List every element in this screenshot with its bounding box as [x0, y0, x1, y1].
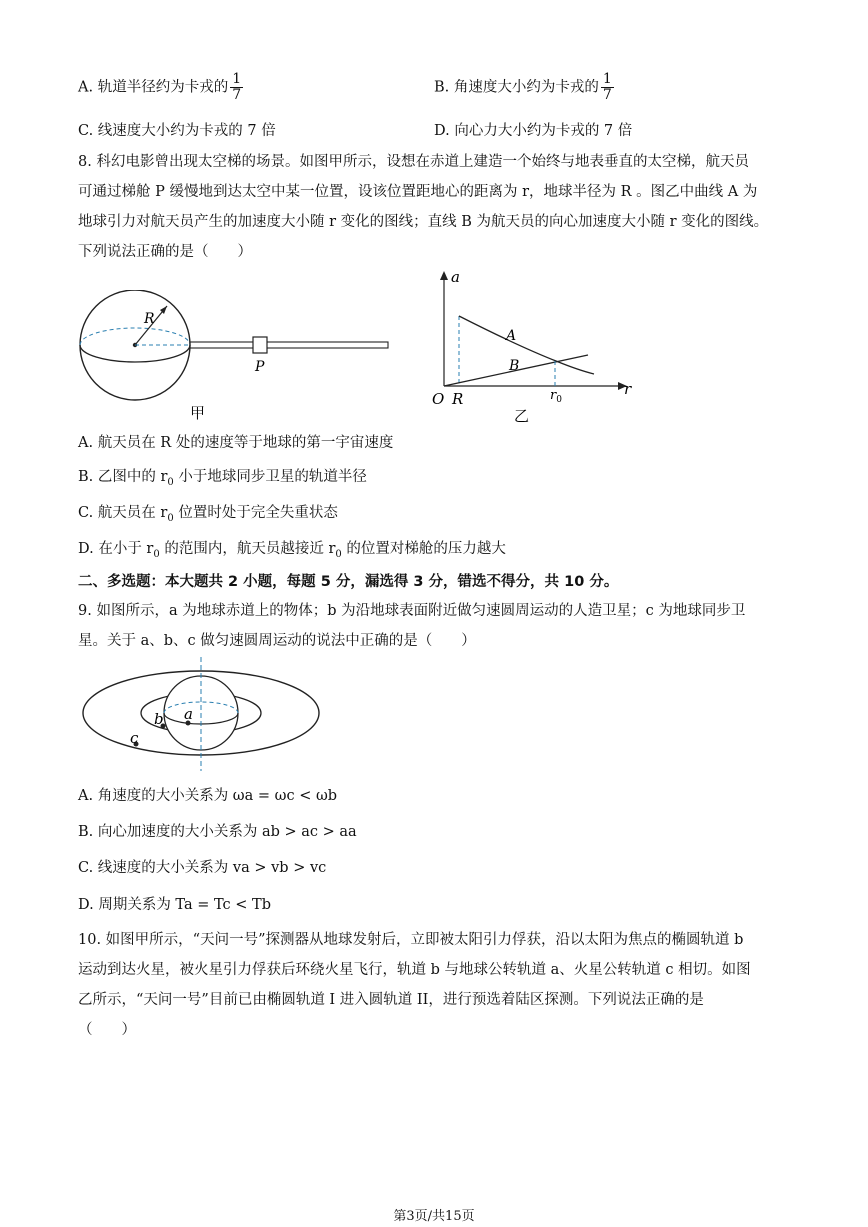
q8-figure-jia — [72, 290, 402, 430]
equator-back-dashed — [80, 328, 190, 345]
q8-option-a: A. 航天员在 R 处的速度等于地球的第一宇宙速度 — [78, 435, 394, 451]
label-r0-base: r — [550, 388, 557, 403]
q8-option-d-sub2: 0 — [335, 548, 342, 560]
label-a: a — [184, 705, 193, 723]
label-curve-a: A — [506, 328, 517, 344]
q10-stem-line1: 10. 如图甲所示，“天问一号”探测器从地球发射后，立即被太阳引力俘获，沿以太阳为焦点的椭圆轨道 b — [78, 932, 744, 948]
q8-option-d-post: 的位置对梯舱的压力越大 — [341, 541, 506, 557]
label-a-axis: a — [451, 268, 460, 286]
q8-option-c-pre: C. 航天员在 r — [78, 505, 168, 521]
q8-option-d-pre: D. 在小于 r — [78, 541, 154, 557]
q8-option-b — [78, 467, 367, 493]
q10-stem-line4: （ ） — [78, 1022, 136, 1038]
q8-option-b-post: 小于地球同步卫星的轨道半径 — [173, 469, 367, 485]
caption-yi: 乙 — [514, 407, 530, 425]
q8-figure-yi — [428, 268, 648, 426]
fraction-denominator: 7 — [232, 87, 242, 103]
q8-option-b-pre: B. 乙图中的 r — [78, 469, 168, 485]
q8-option-d-mid: 的范围内，航天员越接近 r — [159, 541, 336, 557]
label-r0-sub: 0 — [556, 395, 562, 405]
q9-figure-orbits — [74, 655, 334, 773]
q7-option-a — [78, 72, 243, 103]
label-line-b: B — [509, 358, 520, 374]
label-r0 — [550, 388, 562, 405]
q7-option-a-fraction — [230, 72, 243, 103]
fraction-denominator: 7 — [602, 87, 612, 103]
q8-option-c-post: 位置时处于完全失重状态 — [173, 505, 338, 521]
q8-stem-line3: 地球引力对航天员产生的加速度大小随 r 变化的图线；直线 B 为航天员的向心加速度大小随 r 变化的图线。 — [78, 214, 769, 230]
caption-jia: 甲 — [190, 404, 206, 422]
space-elevator-cable — [190, 342, 388, 348]
q8-option-b-sub: 0 — [167, 476, 174, 488]
q8-stem-line4: 下列说法正确的是（ ） — [78, 244, 252, 260]
q8-option-d-sub: 0 — [153, 548, 160, 560]
curve-a — [459, 316, 594, 374]
q8-stem-line2: 可通过梯舱 P 缓慢地到达太空中某一位置，设该位置距地心的距离为 r，地球半径为 R 。图乙中曲线 A 为 — [78, 184, 758, 200]
q9-option-c: C. 线速度的大小关系为 va > vb > vc — [78, 860, 327, 876]
q10-stem-line3: 乙所示，“天问一号”目前已由椭圆轨道 I 进入圆轨道 II，进行预选着陆区探测。下列说法正确的是 — [78, 992, 704, 1008]
label-p: P — [255, 359, 265, 375]
q9-option-d: D. 周期关系为 Ta = Tc < Tb — [78, 897, 271, 913]
page-footer: 第3页/共15页 — [393, 1209, 475, 1224]
q7-option-b-fraction — [601, 72, 614, 103]
label-b: b — [154, 710, 164, 728]
q8-stem-line1: 8. 科幻电影曾出现太空梯的场景。如图甲所示，设想在赤道上建造一个始终与地表垂直的太空梯，航天员 — [78, 154, 749, 170]
label-c: c — [130, 729, 139, 747]
q10-stem-line2: 运动到达火星，被火星引力俘获后环绕火星飞行，轨道 b 与地球公转轨道 a、火星公转轨道 c 相切。如图 — [78, 962, 751, 978]
q7-option-c: C. 线速度大小约为卡戎的 7 倍 — [78, 123, 276, 139]
q9-option-a: A. 角速度的大小关系为 ωa = ωc < ωb — [78, 788, 338, 804]
label-origin: O — [432, 390, 445, 408]
q8-option-d — [78, 539, 506, 565]
section-2-heading: 二、多选题：本大题共 2 小题，每题 5 分，漏选得 3 分，错选不得分，共 10 分。 — [78, 574, 619, 590]
label-r-axis: R — [452, 390, 464, 408]
label-r-radius: R — [144, 311, 155, 327]
elevator-car-p — [253, 337, 267, 353]
q9-option-b: B. 向心加速度的大小关系为 ab > ac > aa — [78, 824, 357, 840]
y-axis-arrow — [440, 271, 448, 280]
equator-front — [80, 345, 190, 362]
q7-option-b-text: B. 角速度大小约为卡戎的 — [434, 79, 599, 96]
q7-option-a-text: A. 轨道半径约为卡戎的 — [78, 79, 229, 96]
label-r-xaxis: r — [624, 380, 632, 398]
q9-stem-line2: 星。关于 a、b、c 做匀速圆周运动的说法中正确的是（ ） — [78, 633, 476, 649]
q8-option-c — [78, 503, 338, 529]
fraction-numerator: 1 — [602, 71, 612, 87]
q8-option-c-sub: 0 — [167, 512, 174, 524]
q9-stem-line1: 9. 如图所示，a 为地球赤道上的物体；b 为沿地球表面附近做匀速圆周运动的人造卫星；c 为地球同步卫 — [78, 603, 746, 619]
q7-option-d: D. 向心力大小约为卡戎的 7 倍 — [434, 123, 633, 139]
fraction-numerator: 1 — [232, 71, 242, 87]
q7-option-b — [434, 72, 614, 103]
